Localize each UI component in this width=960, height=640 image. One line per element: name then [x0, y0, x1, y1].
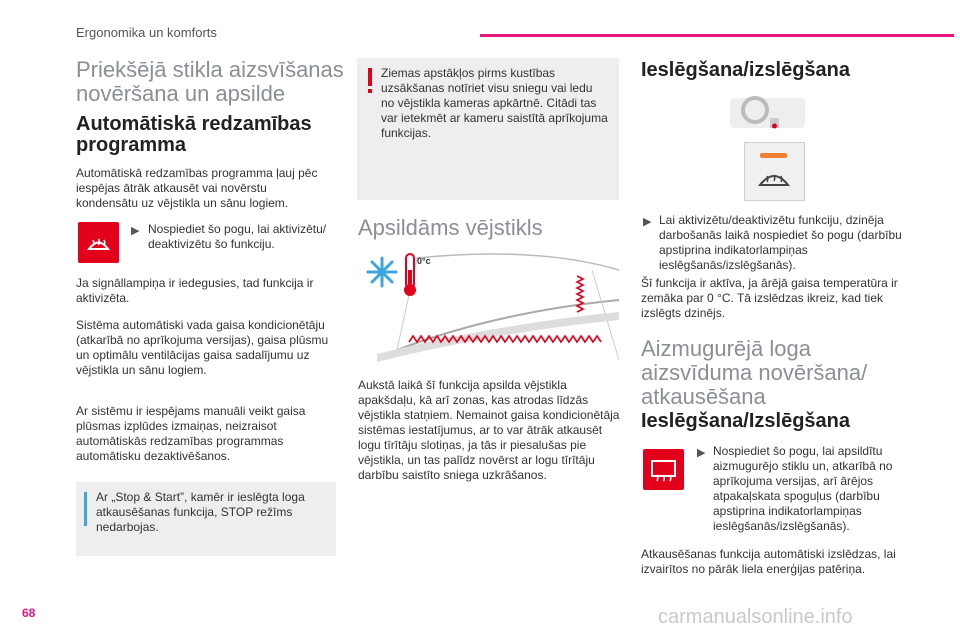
winter-warning-text: Ziemas apstākļos pirms kustības uzsākšanas notīriet visu sniegu vai ledu no vējstikla kameras apkārtnē. Citādi tas var ietekmēt ar kameru saistītā aprīkojuma funkcijas. [381, 66, 608, 140]
heated-windscreen-button[interactable] [744, 142, 805, 201]
heated-windscreen-instruction: Lai aktivizētu/deaktivizētu funkciju, dzinēja darbošanās laikā nospiediet šo pogu (darbību apstiprina indikatorlampiņas ieslēgšanās/izslēgšanās). [659, 213, 902, 272]
auto-visibility-paragraph: Automātiskā redzamības programma ļauj pēc iespējas ātrāk atkausēt vai novērstu kondensātu uz vējstikla un sānu logiem. [76, 166, 318, 210]
winter-warning-box [357, 58, 619, 200]
heated-windscreen-illustration [357, 250, 619, 370]
bullet-icon: ▶ [131, 225, 140, 237]
rear-defrost-button-icon [643, 449, 684, 490]
auto-visibility-heading: Automātiskā redzamības programma [76, 113, 312, 156]
heated-windscreen-paragraph: Aukstā laikā šī funkcija apsilda vējstikla apakšdaļu, kā arī zonas, kas atrodas līdzās vējstikla statņiem. Nemainot gaisa kondicionētāja sistēmas iestatījumus, ar to var ātrāk atkausēt logu tīrītāju slotiņas, ja tās ir piesalušas pie vējstikla, un tas palīdz novērst ar logu tīrītāju darbību saistīto sniega uzkrāšanos. [358, 378, 620, 482]
watermark: carmanualsonline.info [658, 606, 853, 628]
section-header: Ergonomika un komforts [76, 25, 217, 40]
dashboard-illustration [730, 96, 805, 136]
info-icon [84, 492, 87, 526]
stop-start-info-text: Ar „Stop & Start”, kamēr ir ieslēgta loga atkausēšanas funkcija, STOP režīms nedarbojas. [96, 490, 305, 534]
page-number: 68 [22, 606, 36, 620]
windscreen-demist-title: Priekšējā stikla aizsvīšanas novēršana un apsilde [76, 57, 344, 106]
bullet-icon: ▶ [643, 216, 652, 228]
temperature-label: 0°c [417, 256, 431, 266]
manual-adjust-paragraph: Ar sistēmu ir iespējams manuāli veikt gaisa plūsmas izplūdes izmaiņas, neizraisot automātiskās redzamības programmas automātisku dezaktivēšanos. [76, 404, 306, 463]
heated-windscreen-title: Apsildāms vējstikls [358, 215, 543, 240]
indicator-paragraph: Ja signāllampiņa ir iedegusies, tad funkcija ir aktivizēta. [76, 276, 314, 305]
warning-icon-dot [368, 89, 372, 93]
rear-defrost-instruction: Nospiediet šo pogu, lai apsildītu aizmugurējo stiklu un, atkarībā no aprīkojuma versijas, arī ārējos atpakaļskata spoguļus (darbību apstiprina indikatorlampiņas ieslēgšanās/izslēgšanās). [713, 444, 893, 533]
windscreen-defrost-button-icon [78, 222, 119, 263]
rear-screen-title: Aizmugurējā loga aizsvīduma novēršana/ atkausēšana [641, 336, 868, 409]
header-accent-line [480, 34, 954, 37]
indicator-lamp [760, 153, 787, 158]
rear-defrost-auto-off: Atkausēšanas funkcija automātiski izslēdzas, lai izvairītos no pārāk liela enerģijas patēriņa. [641, 547, 896, 576]
rear-on-off-heading: Ieslēgšana/Izslēgšana [641, 410, 851, 432]
bullet-icon: ▶ [697, 447, 706, 459]
defrost-instruction: Nospiediet šo pogu, lai aktivizētu/ deaktivizētu šo funkciju. [148, 222, 327, 251]
stop-start-info-box [76, 482, 336, 556]
system-control-paragraph: Sistēma automātiski vada gaisa kondicionētāju (atkarībā no aprīkojuma versijas), gaisa plūsmu un optimālu ventilācijas gaisa sadalījumu uz vējstikla un sānu logiem. [76, 318, 329, 377]
warning-icon [368, 68, 372, 86]
heated-windscreen-condition: Šī funkcija ir aktīva, ja ārējā gaisa temperatūra ir zemāka par 0 °C. Tā izslēdzas ikreiz, kad tiek izslēgts dzinējs. [641, 276, 898, 320]
on-off-heading: Ieslēgšana/izslēgšana [641, 59, 851, 81]
